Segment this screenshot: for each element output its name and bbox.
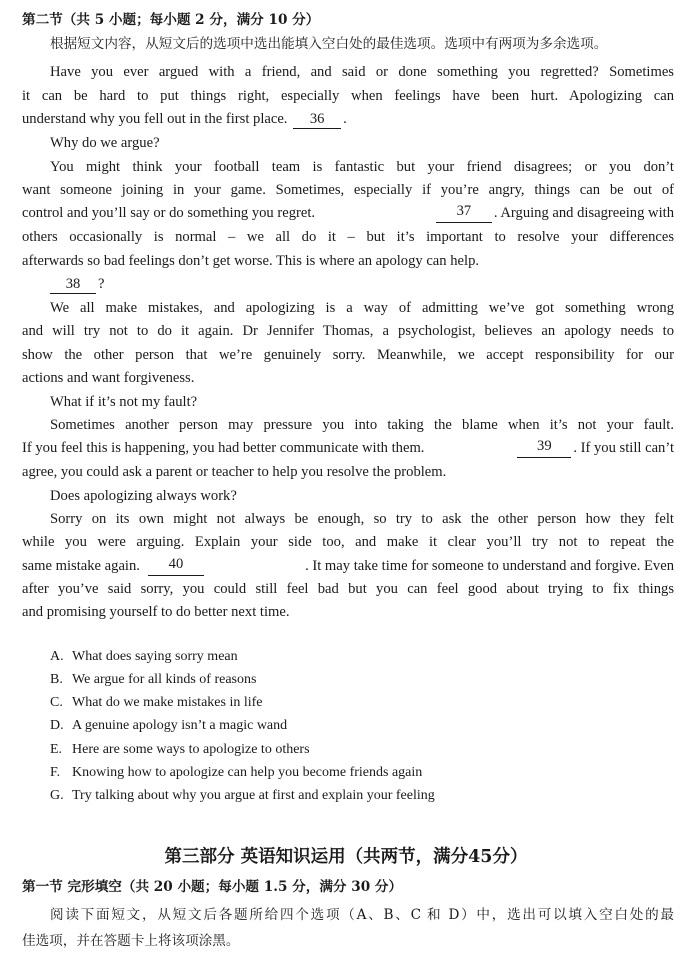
passage-line: afterwards so bad feelings don’t get worse. This is where an apology can help.: [22, 253, 480, 269]
blank-group: [515, 438, 674, 458]
period: .: [343, 111, 347, 127]
option-letter: E.: [50, 742, 63, 757]
passage-text: . If you still can’t: [573, 440, 674, 456]
passage-line: after you’ve said sorry, you could still feel bad but you can feel good about trying to fix things: [22, 581, 674, 597]
option-a[interactable]: [50, 648, 238, 666]
passage-line: You might think your football team is fantastic but your friend disagrees; or you don’t: [50, 159, 674, 175]
passage-line: others occasionally is normal – we all do it – but it’s important to resolve your differences: [22, 229, 674, 245]
blank-37[interactable]: 37: [436, 203, 492, 223]
passage-line: [22, 556, 674, 576]
option-letter: C.: [50, 695, 63, 710]
passage-text: . It may take time for someone to understand and forgive. Even: [305, 558, 674, 574]
option-g[interactable]: [50, 787, 435, 805]
blank-36[interactable]: 36: [293, 111, 341, 129]
passage-line: [22, 203, 674, 223]
option-text: We argue for all kinds of reasons: [72, 672, 257, 687]
passage-line: We all make mistakes, and apologizing is a way of admitting we’ve got something wrong: [50, 300, 674, 316]
blank-group: [22, 556, 206, 576]
passage-line: while you were arguing. Explain your side too, and make it clear you’ll try not to repeat the: [22, 534, 674, 550]
section-1-heading: 第一节 完形填空（共 20 小题；每小题 1.5 分，满分 30 分）: [22, 879, 403, 895]
passage-text: same mistake again.: [22, 558, 140, 574]
passage-text: understand why you fell out in the first place.: [22, 111, 288, 127]
option-text: Knowing how to apologize can help you become friends again: [72, 765, 423, 780]
question-heading: Why do we argue?: [50, 135, 160, 151]
question-heading: [50, 274, 674, 294]
passage-line: agree, you could ask a parent or teacher to help you resolve the problem.: [22, 464, 447, 480]
section-1-instruction: 佳选项，并在答题卡上将该项涂黑。: [22, 933, 240, 949]
passage-line: want someone joining in your game. Sometimes, especially if you’re angry, things can be out of: [22, 182, 674, 198]
passage-text: control and you’ll say or do something you regret.: [22, 205, 316, 221]
passage-text: . Arguing and disagreeing with: [493, 205, 674, 221]
passage-line: and promising yourself to do better next time.: [22, 604, 290, 620]
section-1-instruction: 阅读下面短文，从短文后各题所给四个选项（A、B、C 和 D）中，选出可以填入空白处的最: [50, 907, 674, 923]
option-text: A genuine apology isn’t a magic wand: [72, 718, 288, 733]
passage-line: it can be hard to put things right, especially when feelings have been hurt. Apologizing can: [22, 88, 674, 104]
blank-38[interactable]: 38: [50, 276, 96, 294]
passage-line: and will try not to do it again. Dr Jennifer Thomas, a psychologist, believes an apology needs to: [22, 323, 674, 339]
blank-39[interactable]: 39: [517, 438, 571, 458]
passage-line: [22, 438, 674, 458]
passage-line: Sometimes another person may pressure you into taking the blame when it’s not your fault.: [50, 417, 674, 433]
option-f[interactable]: [50, 764, 422, 782]
passage-line: [22, 109, 674, 129]
option-b[interactable]: [50, 671, 256, 689]
question-heading: Does apologizing always work?: [50, 488, 237, 504]
section-2-instruction: 根据短文内容，从短文后的选项中选出能填入空白处的最佳选项。选项中有两项为多余选项。: [50, 36, 608, 52]
option-letter: F.: [50, 765, 61, 780]
option-letter: D.: [50, 718, 64, 733]
passage-line: show the other person that we’re genuinely sorry. Meanwhile, we accept responsibility for our: [22, 347, 674, 363]
blank-group: [434, 203, 674, 223]
question-heading: What if it’s not my fault?: [50, 394, 198, 410]
option-letter: A.: [50, 649, 64, 664]
passage-line: Have you ever argued with a friend, and said or done something you regretted? Sometimes: [50, 64, 674, 80]
option-text: What do we make mistakes in life: [72, 695, 263, 710]
option-text: What does saying sorry mean: [72, 649, 238, 664]
section-2-heading: 第二节（共 5 小题；每小题 2 分，满分 10 分）: [22, 12, 320, 28]
option-text: Try talking about why you argue at first and explain your feeling: [72, 788, 435, 803]
passage-line: Sorry on its own might not always be enough, so try to ask the other person how they felt: [50, 511, 674, 527]
option-d[interactable]: [50, 717, 287, 735]
option-c[interactable]: [50, 694, 263, 712]
option-e[interactable]: [50, 741, 310, 759]
option-letter: G.: [50, 788, 64, 803]
blank-40[interactable]: 40: [148, 556, 204, 576]
part-3-title: 第三部分 英语知识运用（共两节，满分45分）: [164, 847, 528, 867]
passage-line: actions and want forgiveness.: [22, 370, 195, 386]
question-mark: ?: [98, 276, 105, 292]
option-letter: B.: [50, 672, 63, 687]
passage-text: If you feel this is happening, you had better communicate with them.: [22, 440, 425, 456]
option-text: Here are some ways to apologize to others: [72, 742, 310, 757]
